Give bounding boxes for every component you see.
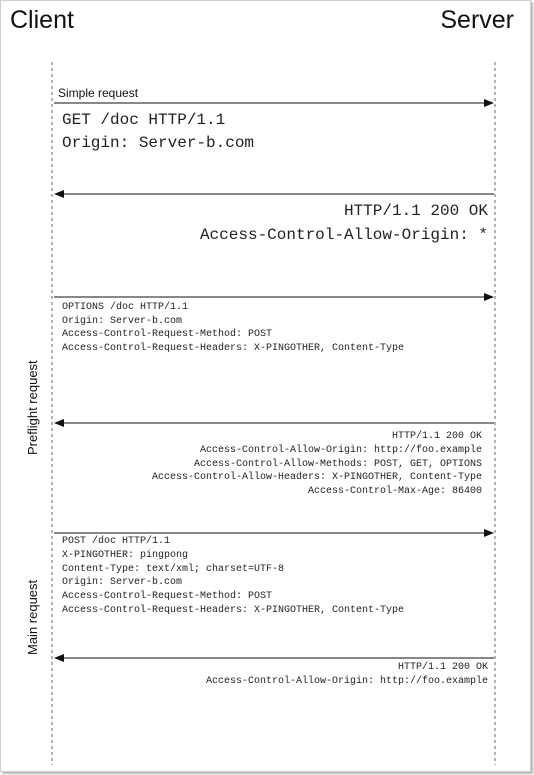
preflight-request-line: OPTIONS /doc HTTP/1.1 <box>62 302 189 313</box>
preflight-response-line: Access-Control-Allow-Origin: http://foo.example <box>199 445 482 456</box>
preflight-request-line: Access-Control-Request-Headers: X-PINGOTHER, Content-Type <box>62 343 405 354</box>
preflight-request-line: Access-Control-Request-Method: POST <box>62 329 273 340</box>
server-title: Server <box>440 6 514 34</box>
main-response-line: Access-Control-Allow-Origin: http://foo.example <box>205 676 488 687</box>
preflight-response-line: Access-Control-Allow-Headers: X-PINGOTHER, Content-Type <box>151 472 482 483</box>
main-request-line: Access-Control-Request-Headers: X-PINGOTHER, Content-Type <box>62 605 405 616</box>
preflight-response-line: HTTP/1.1 200 OK <box>391 431 482 442</box>
main-request-line: Content-Type: text/xml; charset=UTF-8 <box>62 564 285 575</box>
simple-response-line: HTTP/1.1 200 OK <box>343 202 488 220</box>
preflight-section-label: Preflight request <box>25 360 40 455</box>
preflight-request-line: Origin: Server-b.com <box>62 316 183 327</box>
main-response-line: HTTP/1.1 200 OK <box>397 662 488 673</box>
main-request-line: Access-Control-Request-Method: POST <box>62 591 273 602</box>
simple-request-line: GET /doc HTTP/1.1 <box>62 111 226 129</box>
main-request-line: X-PINGOTHER: pingpong <box>62 550 189 561</box>
client-title: Client <box>10 6 74 34</box>
preflight-response-line: Access-Control-Allow-Methods: POST, GET, OPTIONS <box>193 459 482 470</box>
main-section-label: Main request <box>25 579 40 655</box>
main-request-line: Origin: Server-b.com <box>62 577 183 588</box>
simple-request-line: Origin: Server-b.com <box>62 134 255 152</box>
preflight-response-line: Access-Control-Max-Age: 86400 <box>307 486 482 497</box>
simple-request-label: Simple request <box>58 86 139 100</box>
simple-response-line: Access-Control-Allow-Origin: * <box>199 226 488 244</box>
main-request-line: POST /doc HTTP/1.1 <box>62 536 171 547</box>
